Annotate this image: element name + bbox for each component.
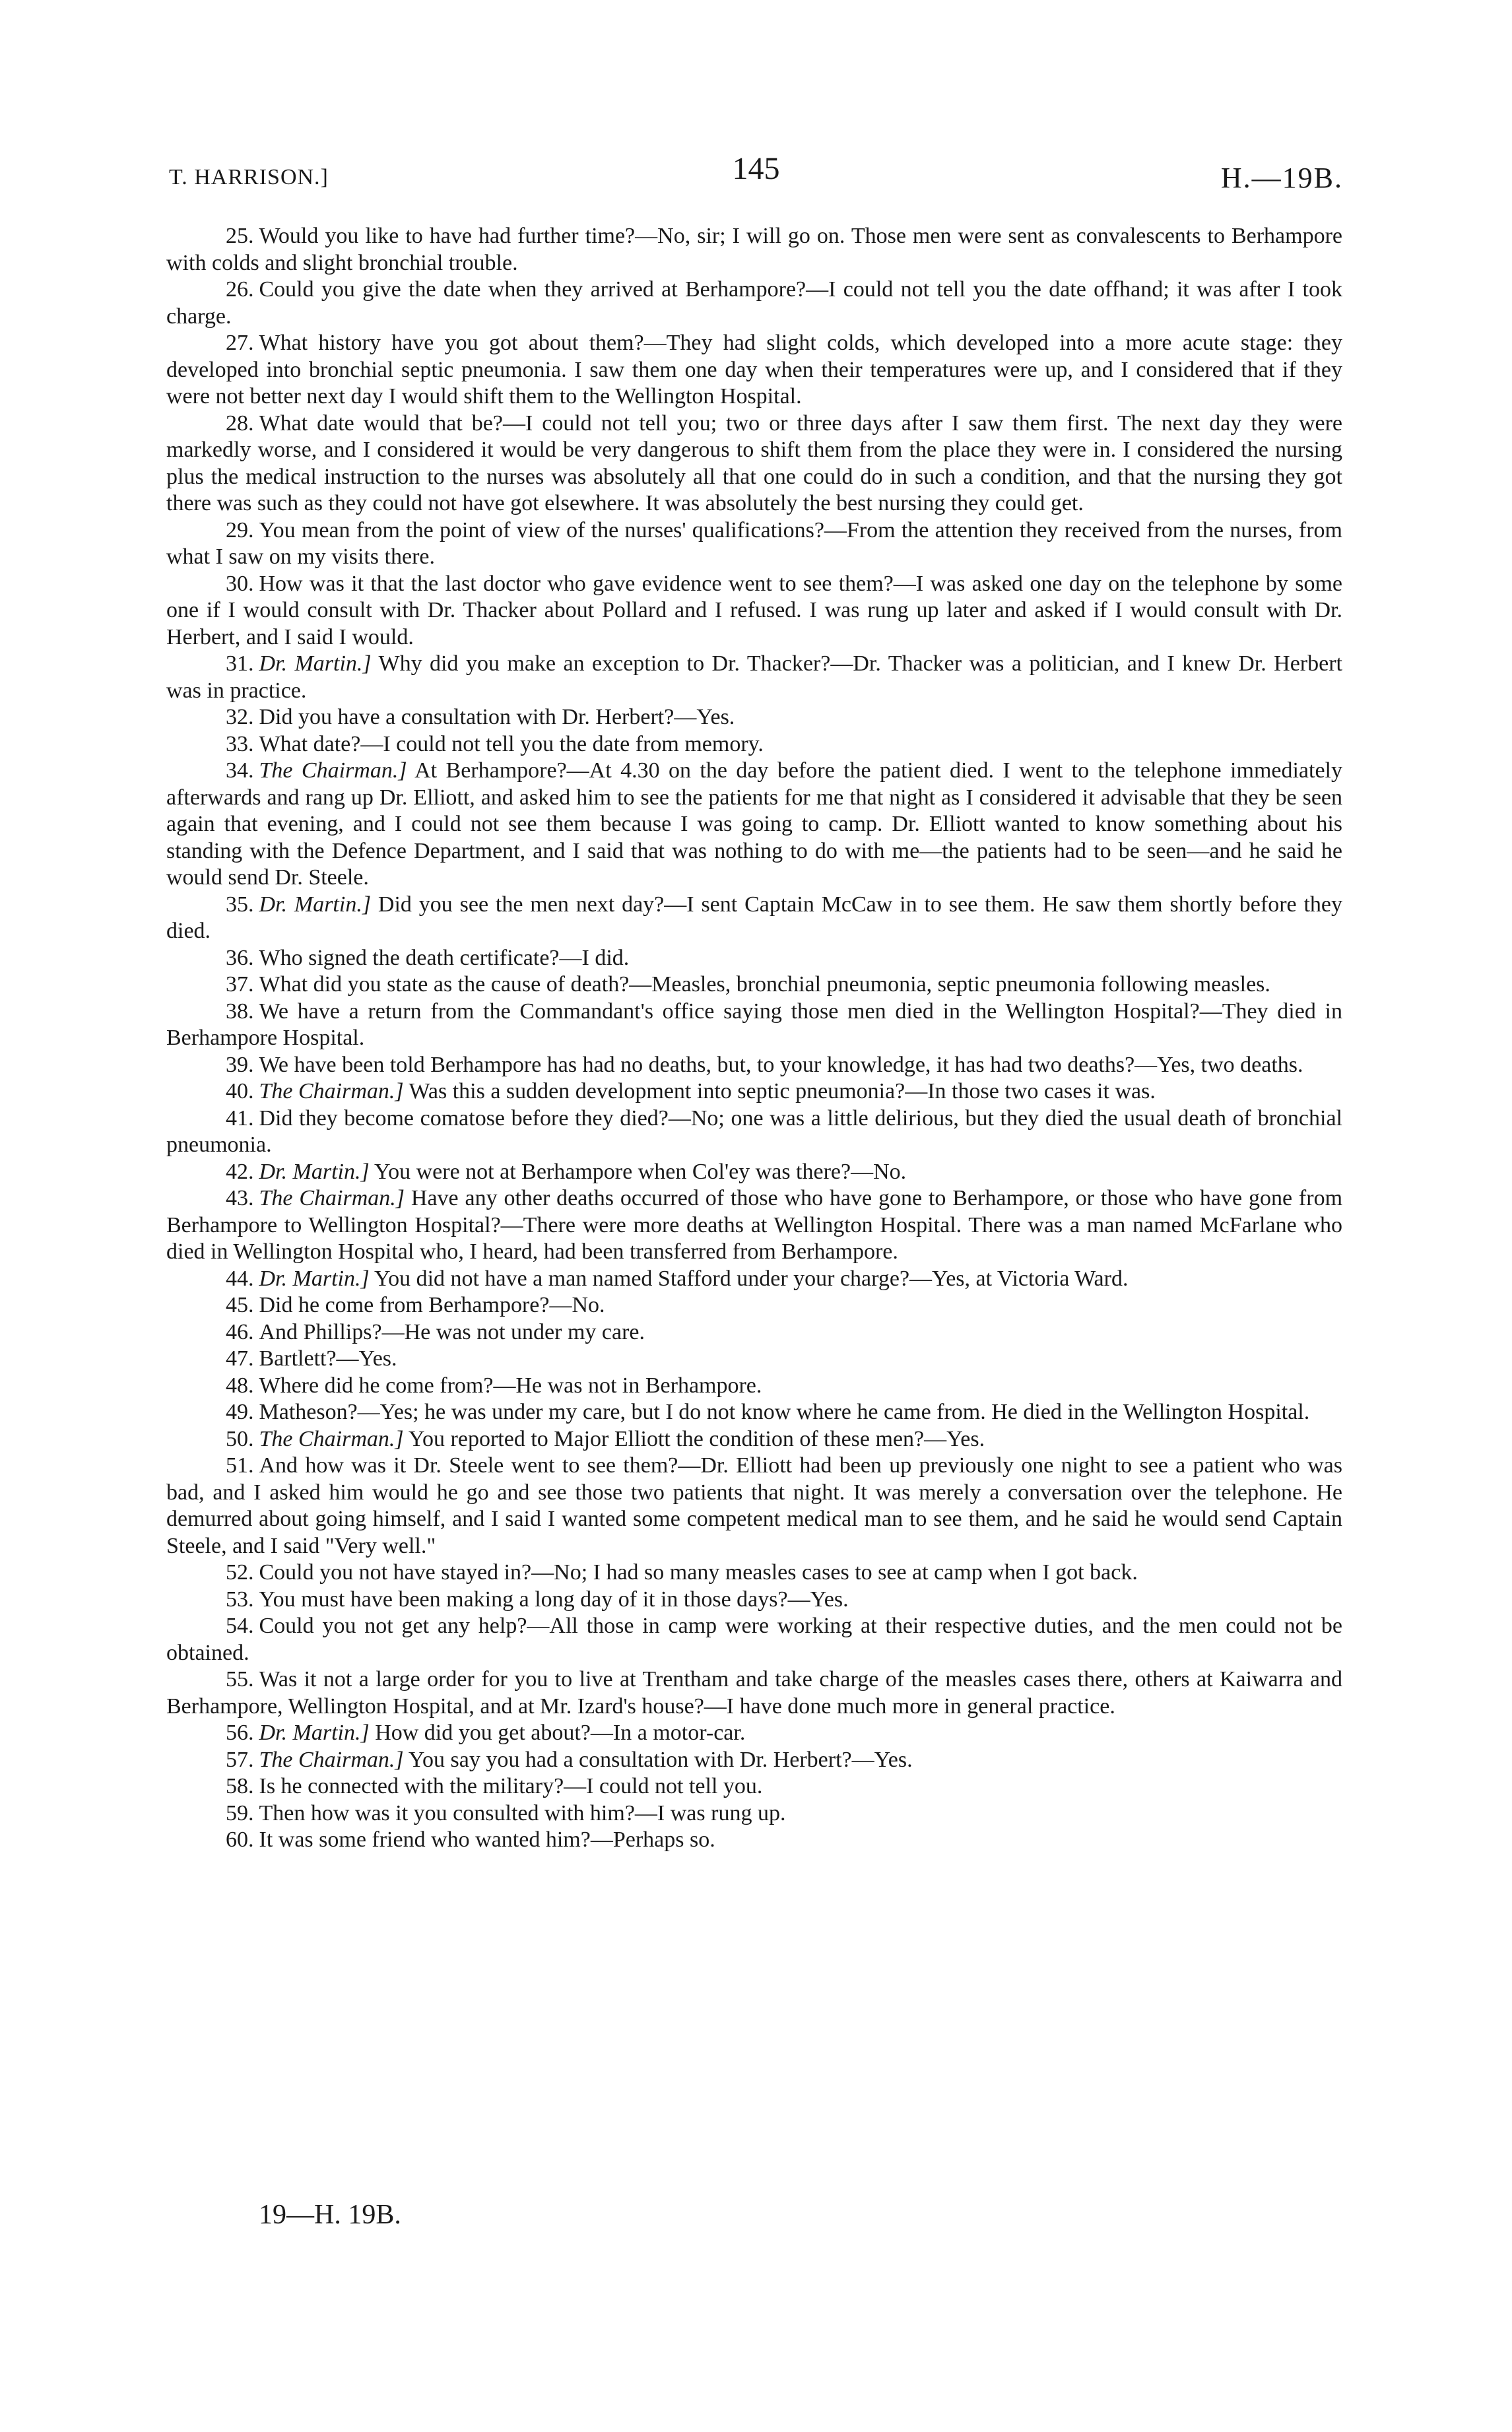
question-number: 51. [226,1453,254,1478]
testimony-paragraph [166,1052,1342,1079]
testimony-text: What date?—I could not tell you the date from memory. [259,731,764,756]
testimony-paragraph [166,1613,1342,1666]
question-number: 25. [226,224,254,248]
speaker-label: The Chairman.] [259,758,407,783]
question-number: 47. [226,1346,254,1371]
testimony-text: You reported to Major Elliott the condition of these men?—Yes. [408,1426,985,1451]
question-number: 27. [226,331,254,355]
testimony-text: Why did you make an exception to Dr. Thacker?—Dr. Thacker was a politician, and I knew Dr. Herbert was in practice. [166,651,1342,703]
question-number: 48. [226,1373,254,1398]
testimony-paragraph [166,651,1342,704]
testimony-text: What date would that be?—I could not tell you; two or three days after I saw them first. The next day they were markedly worse, and I considered it would be very dangerous to shift them from the place they were in. I considered the nursing plus the medical instruction to the nurses was absolutely all that one could do in such a condition, and that the nursing they got there was such as they could not have got elsewhere. It was absolutely the best nursing they could get. [166,411,1342,515]
question-number: 55. [226,1667,254,1692]
question-number: 33. [226,731,254,756]
question-number: 37. [226,972,254,997]
question-number: 45. [226,1293,254,1317]
testimony-text: You must have been making a long day of it in those days?—Yes. [259,1587,849,1612]
testimony-text: How did you get about?—In a motor-car. [375,1721,746,1745]
speaker-label: The Chairman.] [259,1747,404,1772]
question-number: 35. [226,892,254,917]
testimony-text: We have been told Berhampore has had no deaths, but, to your knowledge, it has had two deaths?—Yes, two deaths. [259,1052,1303,1077]
testimony-paragraph [166,1800,1342,1827]
question-number: 42. [226,1159,254,1184]
testimony-text: Was it not a large order for you to live at Trentham and take charge of the measles cases there, others at Kaiwarra and Berhampore, Wellington Hospital, and at Mr. Izard's house?—I have done much more in general practice. [166,1667,1342,1719]
testimony-text: Then how was it you consulted with him?—I was rung up. [259,1800,786,1825]
speaker-label: The Chairman.] [259,1186,405,1210]
testimony-body [166,223,1342,1854]
testimony-paragraph [166,1105,1342,1159]
question-number: 38. [226,999,254,1024]
testimony-text: Did they become comatose before they died?—No; one was a little delirious, but they died the usual death of bronchial pneumonia. [166,1105,1342,1157]
testimony-text: You say you had a consultation with Dr. Herbert?—Yes. [408,1747,913,1772]
signature-mark: 19—H. 19B. [259,2200,401,2230]
testimony-paragraph [166,1346,1342,1373]
testimony-text: What history have you got about them?—They had slight colds, which developed into a more acute stage: they developed into bronchial septic pneumonia. I saw them one day when their temperatures were up, and I considered that if they were not better next day I would shift them to the Wellington Hospital. [166,331,1342,409]
testimony-paragraph [166,1587,1342,1614]
question-number: 49. [226,1400,254,1424]
question-number: 58. [226,1774,254,1798]
testimony-text: And how was it Dr. Steele went to see them?—Dr. Elliott had been up previously one night to see a patient who was bad, and I asked him would he go and see those two patients that night. It was merely a conversation over the telephone. He demurred about going himself, and I said I wanted some competent medical man to see them, and he said he would send Captain Steele, and I said "Very well." [166,1453,1342,1558]
testimony-paragraph [166,571,1342,651]
speaker-label: Dr. Martin.] [259,892,372,917]
testimony-paragraph [166,1773,1342,1800]
question-number: 34. [226,758,254,783]
testimony-paragraph [166,999,1342,1052]
testimony-paragraph [166,1266,1342,1293]
question-number: 50. [226,1426,254,1451]
testimony-paragraph [166,758,1342,892]
testimony-text: You were not at Berhampore when Col'ey was there?—No. [374,1159,907,1184]
question-number: 32. [226,705,254,729]
page-header [169,150,1343,197]
speaker-label: The Chairman.] [259,1079,404,1103]
question-number: 54. [226,1614,254,1638]
question-number: 26. [226,277,254,302]
speaker-label: Dr. Martin.] [259,1159,370,1184]
testimony-paragraph [166,517,1342,571]
question-number: 60. [226,1827,254,1852]
question-number: 44. [226,1266,254,1291]
testimony-text: Could you not get any help?—All those in camp were working at their respective duties, and the men could not be obtained. [166,1614,1342,1665]
testimony-text: Where did he come from?—He was not in Berhampore. [259,1373,762,1398]
testimony-paragraph [166,1560,1342,1587]
speaker-label: Dr. Martin.] [259,1721,370,1745]
testimony-text: Matheson?—Yes; he was under my care, but I do not know where he came from. He died in the Wellington Hospital. [259,1400,1310,1424]
question-number: 59. [226,1800,254,1825]
question-number: 31. [226,651,254,676]
page-number: 145 [732,151,780,186]
testimony-paragraph [166,1720,1342,1747]
question-number: 29. [226,517,254,542]
testimony-text: How was it that the last doctor who gave evidence went to see them?—I was asked one day on the telephone by some one if I would consult with Dr. Thacker about Pollard and I refused. I was rung up later and asked if I would consult with Dr. Herbert, and I said I would. [166,571,1342,649]
testimony-text: And Phillips?—He was not under my care. [259,1319,645,1344]
question-number: 56. [226,1721,254,1745]
testimony-paragraph [166,1292,1342,1319]
speaker-label: The Chairman.] [259,1426,404,1451]
question-number: 36. [226,945,254,970]
testimony-text: Did you have a consultation with Dr. Herbert?—Yes. [259,705,735,729]
testimony-paragraph [166,277,1342,330]
question-number: 43. [226,1186,254,1210]
testimony-paragraph [166,1373,1342,1400]
testimony-text: You mean from the point of view of the nurses' qualifications?—From the attention they received from the nurses, from what I saw on my visits there. [166,517,1342,569]
testimony-text: It was some friend who wanted him?—Perhaps so. [259,1827,715,1852]
testimony-text: Was this a sudden development into septic pneumonia?—In those two cases it was. [409,1079,1156,1103]
testimony-text: Did you see the men next day?—I sent Captain McCaw in to see them. He saw them shortly before they died. [166,892,1343,943]
testimony-text: Have any other deaths occurred of those who have gone to Berhampore, or those who have gone from Berhampore to Wellington Hospital?—There were more deaths at Wellington Hospital. There was a man named McFarlane who died in Wellington Hospital who, I heard, had been transferred from Berhampore. [166,1186,1343,1264]
question-number: 28. [226,411,254,436]
testimony-text: We have a return from the Commandant's office saying those men died in the Wellington Hospital?—They died in Berhampore Hospital. [166,999,1342,1050]
testimony-paragraph [166,1827,1342,1854]
testimony-paragraph [166,945,1342,972]
testimony-paragraph [166,1666,1342,1720]
testimony-paragraph [166,1426,1342,1453]
testimony-paragraph [166,731,1342,758]
testimony-paragraph [166,1159,1342,1186]
testimony-text: Did he come from Berhampore?—No. [259,1293,605,1317]
testimony-paragraph [166,971,1342,999]
question-number: 52. [226,1560,254,1585]
testimony-text: Is he connected with the military?—I could not tell you. [259,1774,763,1798]
testimony-text: Would you like to have had further time?—No, sir; I will go on. Those men were sent as convalescents to Berhampore with colds and slight bronchial trouble. [166,224,1342,275]
testimony-text: Who signed the death certificate?—I did. [259,945,630,970]
testimony-text: Bartlett?—Yes. [259,1346,397,1371]
speaker-label: Dr. Martin.] [259,651,372,676]
testimony-paragraph [166,1078,1342,1105]
testimony-paragraph [166,1453,1342,1560]
question-number: 46. [226,1319,254,1344]
question-number: 40. [226,1079,254,1103]
testimony-text: Could you not have stayed in?—No; I had so many measles cases to see at camp when I got back. [259,1560,1138,1585]
testimony-paragraph [166,704,1342,731]
question-number: 30. [226,571,254,596]
question-number: 39. [226,1052,254,1077]
question-number: 57. [226,1747,254,1772]
question-number: 41. [226,1105,254,1131]
speaker-label: Dr. Martin.] [259,1266,370,1291]
testimony-text: You did not have a man named Stafford under your charge?—Yes, at Victoria Ward. [374,1266,1129,1291]
paper-reference: H.—19B. [1220,162,1343,194]
question-number: 53. [226,1587,254,1612]
header-witness: T. HARRISON.] [169,165,329,189]
testimony-paragraph [166,411,1342,517]
testimony-paragraph [166,1185,1342,1266]
testimony-text: At Berhampore?—At 4.30 on the day before the patient died. I went to the telephone immediately afterwards and rang up Dr. Elliott, and asked him to see the patients for me that night as I considered it advisable that they be seen again that evening, and I could not see them because I was going to camp. Dr. Elliott wanted to know something about his standing with the Defence Department, and I said that was nothing to do with me—the patients had to be seen—and he said he would send Dr. Steele. [166,758,1343,890]
testimony-paragraph [166,1399,1342,1426]
testimony-paragraph [166,330,1342,411]
testimony-text: What did you state as the cause of death?—Measles, bronchial pneumonia, septic pneumonia following measles. [259,972,1270,997]
testimony-paragraph [166,1747,1342,1774]
testimony-text: Could you give the date when they arrived at Berhampore?—I could not tell you the date offhand; it was after I took charge. [166,277,1342,329]
testimony-paragraph [166,223,1342,277]
testimony-paragraph [166,892,1342,945]
testimony-paragraph [166,1319,1342,1346]
